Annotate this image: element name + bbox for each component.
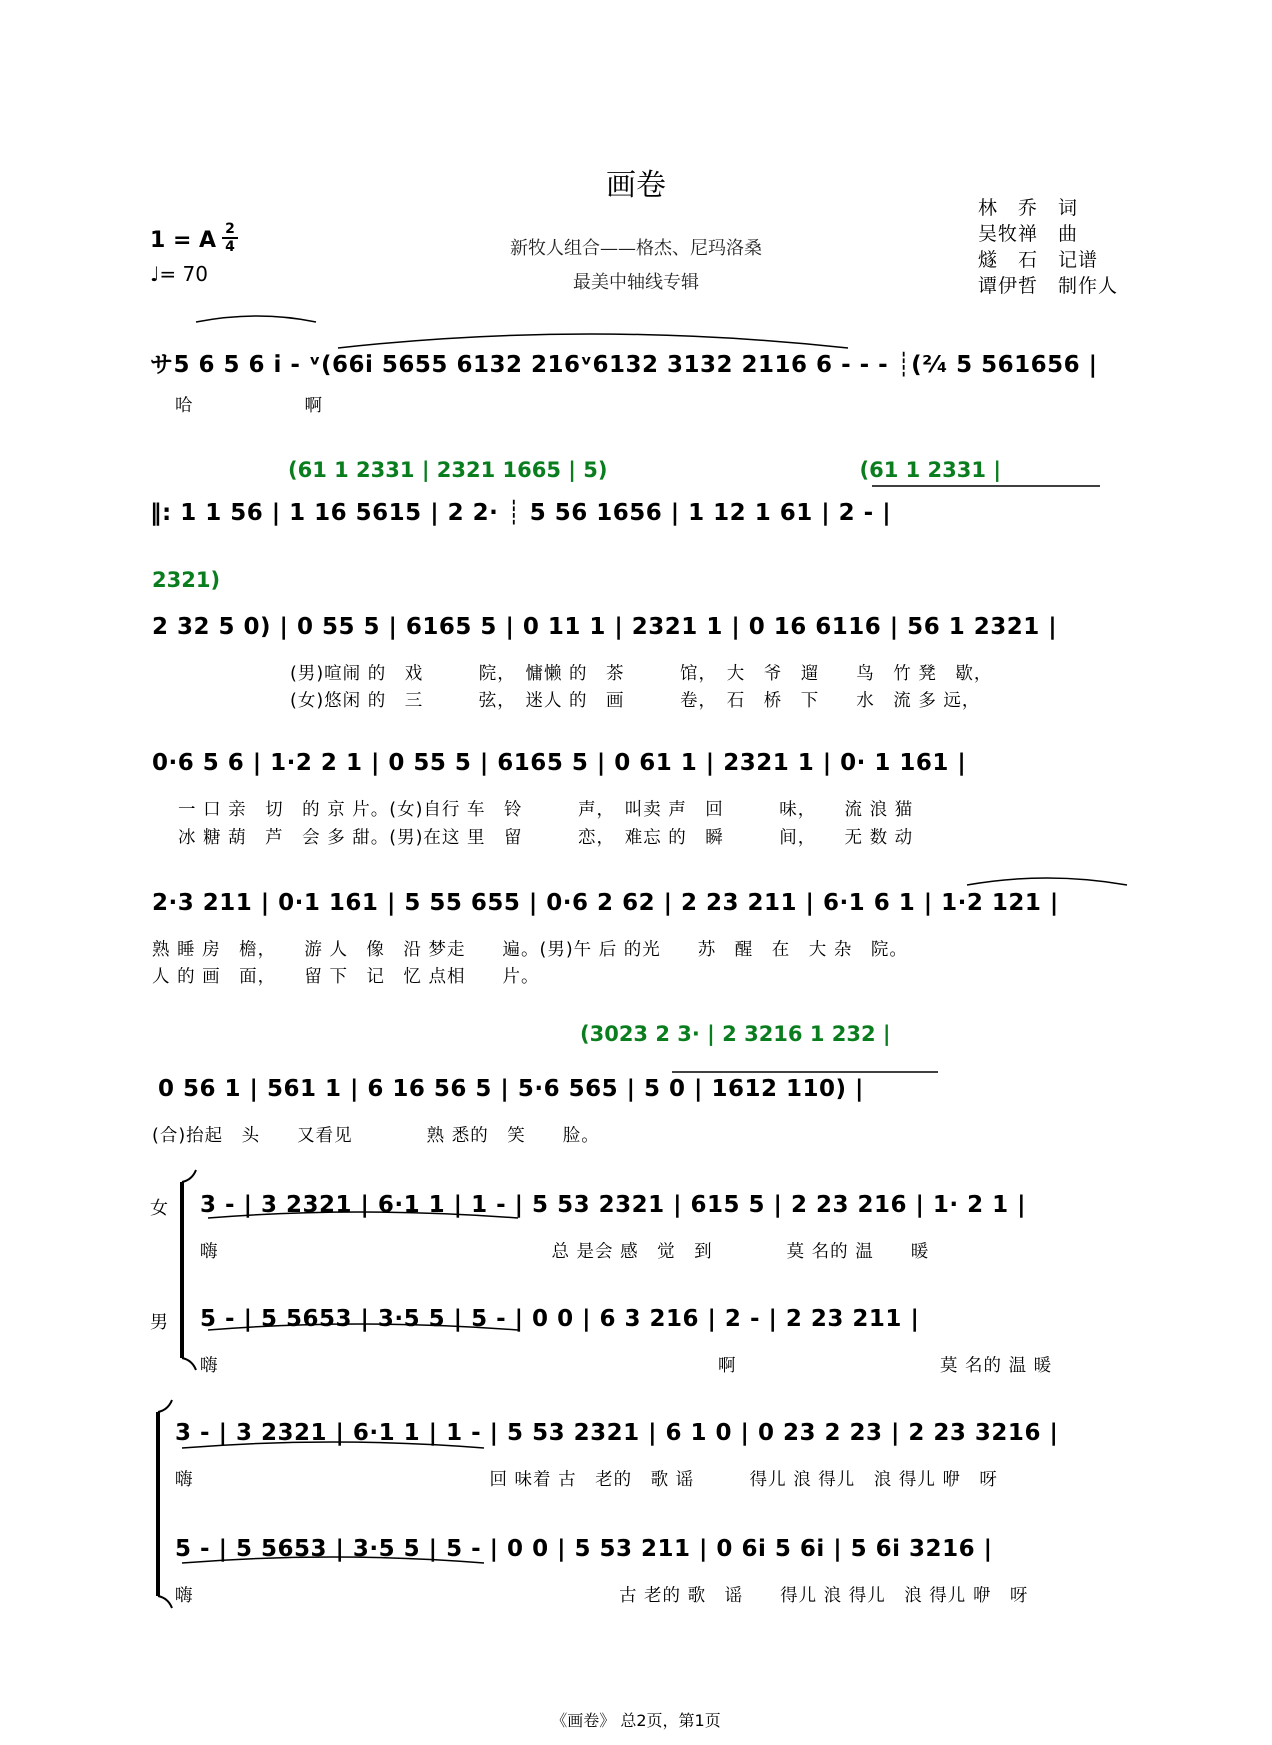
lyric-row-3a: (男)喧闹 的 戏 院， 慵懒 的 茶 馆， 大 爷 遛 鸟 竹 凳 歇， [290, 664, 993, 684]
page-footer: 《画卷》 总2页，第1页 [551, 1711, 721, 1730]
male-notation-1: 5 - | 5 5653 | 3·5 5 | 5 - | 0 0 | 6 3 216 | 2 - | 2 23 211 | [200, 1306, 920, 1332]
credit-producer: 谭伊哲 制作人 [978, 275, 1119, 297]
lyric-row-6: (合)抬起 头 又看见 熟 悉的 笑 脸。 [152, 1126, 600, 1146]
page-title: 画卷 [606, 168, 666, 203]
subtitle: 新牧人组合——格杰、尼玛洛桑 [510, 238, 762, 259]
female-lyric-2: 嗨 回 味着 古 老的 歌 谣 得儿 浪 得儿 浪 得儿 咿 呀 [175, 1470, 998, 1490]
credit-composer: 吴牧禅 曲 [978, 223, 1079, 245]
tempo-marking: ♩= 70 [150, 262, 208, 286]
album-name: 最美中轴线专辑 [573, 272, 699, 293]
key-signature: 1 = A [150, 228, 217, 253]
notation-row-1: サ5 6 5 6 i̇ - ᵛ(66i̇ 5655 6132 216ᵛ6132 3132 2116 6 - - - ┊(²⁄₄ 5 561656 | [150, 352, 1098, 378]
male-notation-2: 5 - | 5 5653 | 3·5 5 | 5 - | 0 0 | 5 53 211 | 0 6i 5 6i | 5 6i 3216 | [175, 1536, 993, 1562]
lyric-row-3b: (女)悠闲 的 三 弦， 迷人 的 画 卷， 石 桥 下 水 流 多 远， [290, 691, 981, 711]
lyric-row-5b: 人 的 画 面， 留 下 记 忆 点相 片。 [152, 967, 540, 987]
credit-transcriber: 燧 石 记谱 [978, 249, 1099, 271]
notation-row-2: ‖: 1 1 56 | 1 16 5615 | 2 2· ┊ 5 56 1656 | 1 12 1 61 | 2 - | [150, 500, 892, 526]
female-lyric-1: 嗨 总 是会 感 觉 到 莫 名的 温 暖 [200, 1242, 930, 1262]
time-signature-bottom: 4 [225, 239, 235, 255]
lyric-row-4a: 一 口 亲 切 的 京 片。(女)自行 车 铃 声， 叫卖 声 回 味， 流 浪 猫 [178, 800, 914, 820]
notation-row-6: 0 56 1 | 561 1 | 6 16 56 5 | 5·6 565 | 5 0 | 1612 110) | [158, 1076, 864, 1102]
lyric-row-4b: 冰 糖 葫 芦 会 多 甜。(男)在这 里 留 恋， 难忘 的 瞬 间， 无 数 动 [178, 828, 914, 848]
male-lyric-1: 嗨 啊 莫 名的 温 暖 [200, 1356, 1053, 1376]
notation-row-3: 2 32 5 0) | 0 55 5 | 6165 5 | 0 11 1 | 2321 1 | 0 16 6116 | 56 1 2321 | [152, 614, 1058, 640]
lyric-row-5a: 熟 睡 房 檐， 游 人 像 沿 梦走 遍。(男)午 后 的光 苏 醒 在 大 杂 院。 [152, 940, 908, 960]
notation-row-5: 2·3 211 | 0·1 161 | 5 55 655 | 0·6 2 62 | 2 23 211 | 6·1 6 1 | 1·2 121 | [152, 890, 1059, 916]
time-signature-top: 2 [225, 221, 235, 237]
female-part-label: 女 [150, 1198, 168, 1219]
credit-lyricist: 林 乔 词 [978, 197, 1079, 219]
female-notation-1: 3 - | 3 2321 | 6·1 1 | 1 - | 5 53 2321 | 615 5 | 2 23 216 | 1· 2 1 | [200, 1192, 1027, 1218]
instrumental-line-2: 2321) [152, 568, 221, 592]
lyric-row-1: 哈 啊 [175, 396, 323, 416]
male-part-label: 男 [150, 1312, 168, 1333]
instrumental-line-1: (61 1 2331 | 2321 1665 | 5) (61 1 2331 | [288, 458, 1001, 482]
female-notation-2: 3 - | 3 2321 | 6·1 1 | 1 - | 5 53 2321 | 6 1 0 | 0 23 2 23 | 2 23 3216 | [175, 1420, 1059, 1446]
male-lyric-2: 嗨 古 老的 歌 谣 得儿 浪 得儿 浪 得儿 咿 呀 [175, 1586, 1029, 1606]
instrumental-line-3: (3023 2 3· | 2 3216 1 232 | [580, 1022, 891, 1046]
notation-row-4: 0·6 5 6 | 1·2 2 1 | 0 55 5 | 6165 5 | 0 61 1 | 2321 1 | 0· 1 161 | [152, 750, 967, 776]
time-signature [222, 222, 238, 254]
